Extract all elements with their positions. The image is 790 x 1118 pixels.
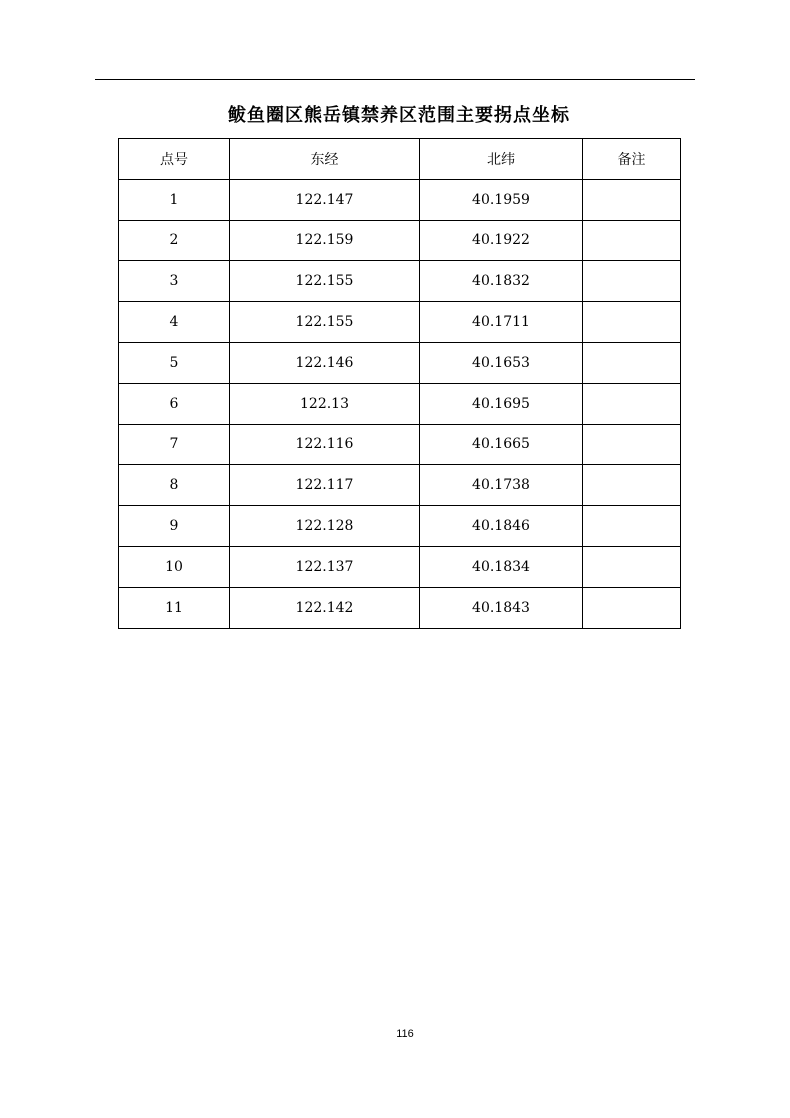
cell-longitude: 122.155 (230, 302, 420, 343)
header-point-number: 点号 (119, 139, 230, 180)
table-row (119, 506, 681, 547)
cell-longitude: 122.147 (230, 179, 420, 220)
cell-latitude: 40.1665 (420, 424, 583, 465)
cell-point-number: 1 (119, 179, 230, 220)
table-row (119, 424, 681, 465)
cell-point-number: 10 (119, 546, 230, 587)
cell-point-number: 9 (119, 506, 230, 547)
cell-longitude: 122.155 (230, 261, 420, 302)
cell-latitude: 40.1846 (420, 506, 583, 547)
cell-longitude: 122.128 (230, 506, 420, 547)
table-row (119, 587, 681, 628)
cell-point-number: 4 (119, 302, 230, 343)
cell-remarks (583, 506, 681, 547)
cell-latitude: 40.1922 (420, 220, 583, 261)
cell-latitude: 40.1834 (420, 546, 583, 587)
cell-latitude: 40.1738 (420, 465, 583, 506)
table-row (119, 546, 681, 587)
cell-longitude: 122.146 (230, 342, 420, 383)
cell-latitude: 40.1653 (420, 342, 583, 383)
table-row (119, 383, 681, 424)
cell-point-number: 3 (119, 261, 230, 302)
table-row (119, 261, 681, 302)
cell-longitude: 122.159 (230, 220, 420, 261)
header-longitude: 东经 (230, 139, 420, 180)
cell-remarks (583, 546, 681, 587)
cell-point-number: 5 (119, 342, 230, 383)
cell-point-number: 11 (119, 587, 230, 628)
coordinate-table (118, 138, 681, 629)
cell-latitude: 40.1843 (420, 587, 583, 628)
cell-point-number: 2 (119, 220, 230, 261)
cell-longitude: 122.142 (230, 587, 420, 628)
cell-remarks (583, 261, 681, 302)
cell-point-number: 6 (119, 383, 230, 424)
cell-remarks (583, 302, 681, 343)
cell-remarks (583, 587, 681, 628)
cell-latitude: 40.1959 (420, 179, 583, 220)
table-row (119, 179, 681, 220)
cell-remarks (583, 179, 681, 220)
cell-latitude: 40.1832 (420, 261, 583, 302)
table-body (119, 179, 681, 628)
cell-longitude: 122.116 (230, 424, 420, 465)
page-number: 116 (396, 1028, 414, 1040)
table-row (119, 465, 681, 506)
cell-longitude: 122.117 (230, 465, 420, 506)
header-rule (95, 79, 695, 80)
table-row (119, 302, 681, 343)
header-latitude: 北纬 (420, 139, 583, 180)
table-row (119, 220, 681, 261)
cell-remarks (583, 383, 681, 424)
cell-remarks (583, 465, 681, 506)
header-remarks: 备注 (583, 139, 681, 180)
cell-point-number: 8 (119, 465, 230, 506)
cell-latitude: 40.1711 (420, 302, 583, 343)
document-title: 鲅鱼圈区熊岳镇禁养区范围主要拐点坐标 (228, 105, 570, 126)
cell-point-number: 7 (119, 424, 230, 465)
table-row (119, 342, 681, 383)
cell-remarks (583, 220, 681, 261)
table-header-row (119, 139, 681, 180)
cell-remarks (583, 342, 681, 383)
cell-latitude: 40.1695 (420, 383, 583, 424)
cell-longitude: 122.13 (230, 383, 420, 424)
cell-longitude: 122.137 (230, 546, 420, 587)
cell-remarks (583, 424, 681, 465)
